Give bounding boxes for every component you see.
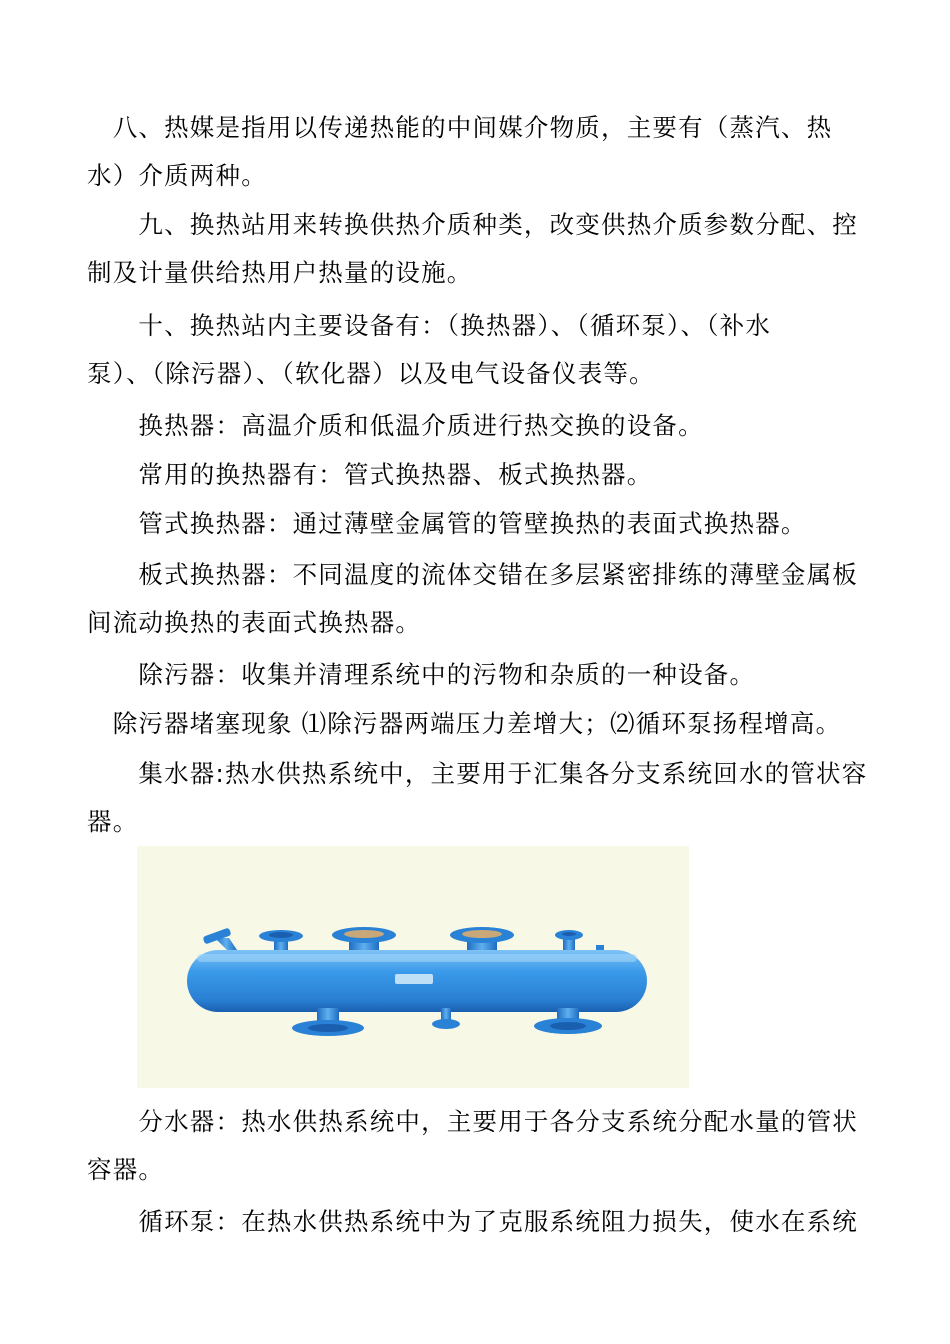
text-line: 换热器：高温介质和低温介质进行热交换的设备。 bbox=[87, 411, 704, 440]
text-line: 十、换热站内主要设备有：（换热器）、（循环泵）、（补水 bbox=[87, 311, 772, 340]
water-collector-illustration bbox=[137, 846, 689, 1088]
paragraph-main-equipment bbox=[87, 302, 863, 398]
text-line: 分水器：热水供热系统中，主要用于各分支系统分配水量的管状 bbox=[87, 1107, 858, 1136]
paragraph-exchange-station bbox=[87, 201, 863, 297]
paragraph-water-distributor bbox=[87, 1098, 863, 1194]
paragraph-heat-medium bbox=[87, 104, 863, 200]
text-line: 制及计量供给热用户热量的设施。 bbox=[87, 258, 473, 287]
text-line: 板式换热器：不同温度的流体交错在多层紧密排练的薄壁金属板 bbox=[87, 560, 858, 589]
water-collector-image bbox=[137, 846, 689, 1088]
paragraph-circulation-pump bbox=[87, 1198, 863, 1246]
paragraph-dirt-separator bbox=[87, 651, 863, 699]
text-line: 器。 bbox=[87, 807, 139, 836]
paragraph-plate-exchanger bbox=[87, 551, 863, 647]
text-line: 管式换热器：通过薄壁金属管的管壁换热的表面式换热器。 bbox=[87, 509, 807, 538]
text-line: 常用的换热器有：管式换热器、板式换热器。 bbox=[87, 460, 653, 489]
text-line: 集水器:热水供热系统中，主要用于汇集各分支系统回水的管状容 bbox=[87, 759, 868, 788]
text-line: 泵）、（除污器）、（软化器）以及电气设备仪表等。 bbox=[87, 359, 655, 388]
text-line: 九、换热站用来转换供热介质种类，改变供热介质参数分配、控 bbox=[87, 210, 858, 239]
paragraph-tube-exchanger bbox=[87, 500, 863, 548]
text-line: 循环泵：在热水供热系统中为了克服系统阻力损失，使水在系统 bbox=[87, 1207, 858, 1236]
paragraph-water-collector bbox=[87, 750, 868, 846]
paragraph-common-exchangers bbox=[87, 451, 863, 499]
collector-body bbox=[187, 950, 647, 1012]
text-line: 水）介质两种。 bbox=[87, 161, 267, 190]
text-line: 除污器：收集并清理系统中的污物和杂质的一种设备。 bbox=[87, 660, 756, 689]
text-line: 除污器堵塞现象 ⑴除污器两端压力差增大；⑵循环泵扬程增高。 bbox=[87, 709, 842, 738]
paragraph-heat-exchanger bbox=[87, 402, 863, 450]
text-line: 间流动换热的表面式换热器。 bbox=[87, 608, 422, 637]
text-line: 容器。 bbox=[87, 1155, 165, 1184]
paragraph-separator-blockage bbox=[87, 700, 863, 748]
text-line: 八、热媒是指用以传递热能的中间媒介物质，主要有（蒸汽、热 bbox=[87, 113, 833, 142]
